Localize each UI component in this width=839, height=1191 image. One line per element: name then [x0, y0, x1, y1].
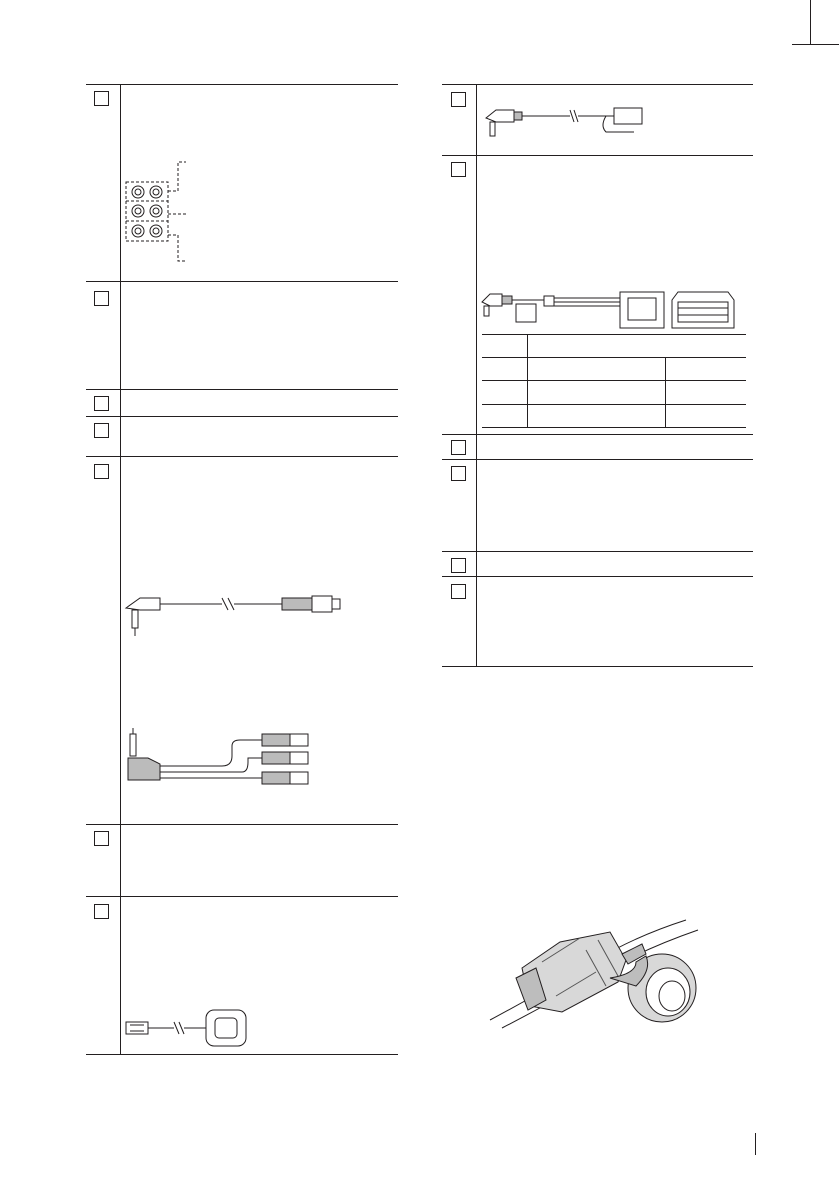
item-number-box: [451, 162, 466, 177]
item-number-box: [94, 396, 109, 411]
item-number-box: [451, 92, 466, 107]
top-right-edge-mark: [792, 44, 839, 45]
top-right-corner-mark: [810, 0, 811, 44]
item-number-box: [94, 831, 109, 846]
item-number-box: [94, 91, 109, 106]
page-number-divider: [755, 1133, 756, 1155]
insulation-tape-wrap-icon: [486, 916, 706, 1028]
item-number-box: [451, 558, 466, 573]
item-number-box: [451, 584, 466, 599]
item-number-box: [94, 291, 109, 306]
mini-jack-to-3-rca-cable-icon: [122, 728, 322, 790]
item-number-box: [451, 466, 466, 481]
item-number-box: [94, 423, 109, 438]
item-number-box: [94, 464, 109, 479]
item-number-box: [94, 904, 109, 919]
rca-terminal-block-icon: [120, 155, 210, 265]
mini-jack-to-connector-cable-icon: [122, 588, 352, 638]
gps-antenna-icon: [124, 1006, 254, 1050]
microphone-cable-icon: [484, 106, 644, 148]
item-number-box: [451, 440, 466, 455]
steering-remote-adapter-icon: [480, 288, 742, 332]
